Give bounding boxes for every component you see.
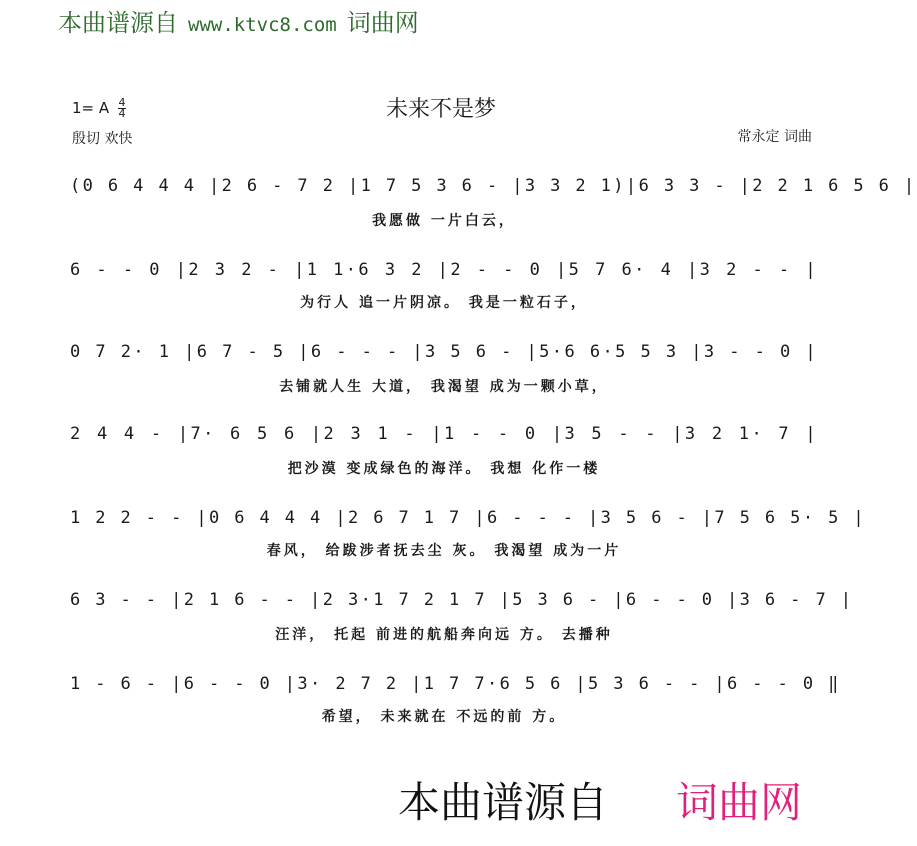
footer-source-text: 本曲谱源自	[398, 778, 609, 827]
system-3-lyrics: 去铺就人生 大道， 我渴望 成为一颗小草，	[279, 379, 609, 395]
time-numerator: 4	[118, 96, 126, 109]
song-title: 未来不是梦	[385, 97, 496, 122]
tempo-marking: 殷切 欢快	[72, 131, 133, 147]
system-3-notes: 0 7 2· 1 |6 7 - 5 |6 - - - |3 5 6 - |5·6 6·5 5 3 |3 - - 0 |	[70, 342, 818, 362]
system-6-notes: 6 3 - - |2 1 6 - - |2 3·1 7 2 1 7 |5 3 6 - |6 - - 0 |3 6 - 7 |	[70, 590, 854, 610]
system-4-notes: 2 4 4 - |7· 6 5 6 |2 3 1 - |1 - - 0 |3 5 - - |3 2 1· 7 |	[70, 424, 818, 444]
system-5-notes: 1 2 2 - - |0 6 4 4 4 |2 6 7 1 7 |6 - - - |3 5 6 - |7 5 6 5· 5 |	[70, 508, 866, 528]
watermark-header	[58, 3, 419, 38]
system-1-lyrics: 我愿做 一片白云，	[372, 213, 516, 229]
system-2-lyrics: 为行人 追一片阴凉。 我是一粒石子，	[300, 295, 588, 311]
system-7-lyrics: 希望， 未来就在 不远的前 方。	[321, 709, 567, 725]
time-denominator: 4	[118, 107, 126, 120]
header-site-name: 词曲网	[346, 9, 419, 37]
system-4-lyrics: 把沙漠 变成绿色的海洋。 我想 化作一楼	[287, 461, 601, 477]
credit-line: 常永定 词曲	[737, 129, 812, 145]
system-5-lyrics: 春风， 给跋涉者抚去尘 灰。 我渴望 成为一片	[266, 543, 622, 559]
system-6-lyrics: 汪洋， 托起 前进的航船奔向远 方。 去播种	[275, 627, 613, 643]
header-url[interactable]: www.ktvc8.com	[188, 14, 337, 36]
system-1-notes: (0 6 4 4 4 |2 6 - 7 2 |1 7 5 3 6 - |3 3 2 1)|6 3 3 - |2 2 1 6 5 6 |	[70, 176, 917, 196]
system-2-notes: 6 - - 0 |2 3 2 - |1 1·6 3 2 |2 - - 0 |5 7 6· 4 |3 2 - - |	[70, 260, 818, 280]
key-label: 1= A	[72, 99, 110, 117]
header-source-text: 本曲谱源自	[58, 9, 178, 37]
system-7-notes: 1 - 6 - |6 - - 0 |3· 2 7 2 |1 7 7·6 5 6 |5 3 6 - - |6 - - 0 ‖	[70, 674, 841, 694]
footer-site-name: 词曲网	[676, 778, 803, 827]
